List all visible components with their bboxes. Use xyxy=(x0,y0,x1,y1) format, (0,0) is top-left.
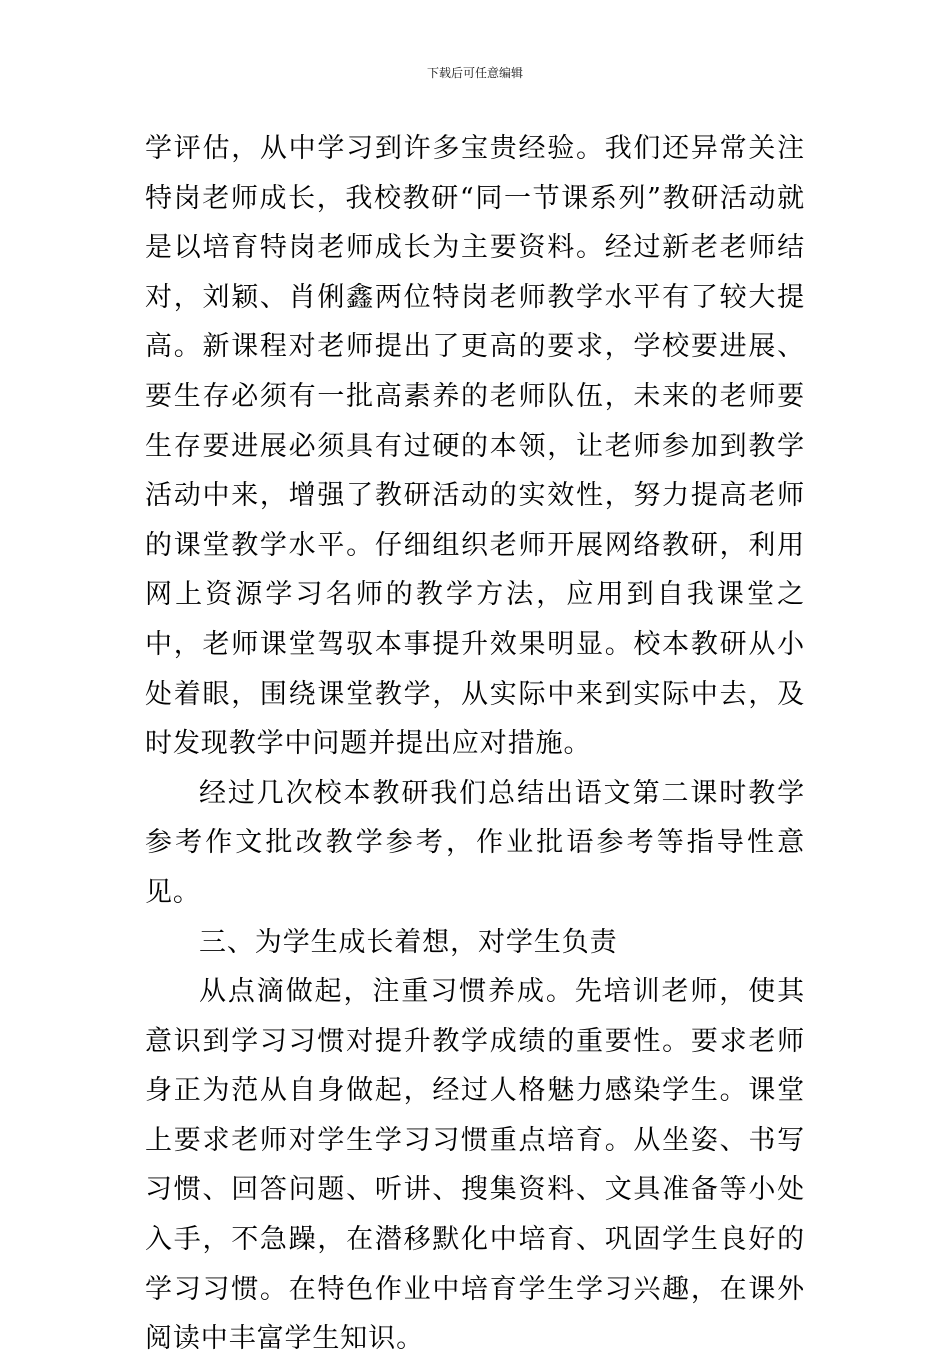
section-heading: 三、为学生成长着想，对学生负责 xyxy=(199,926,618,958)
paragraph-continued: 学评估，从中学习到许多宝贵经验。我们还异常关注特岗老师成长，我校教研“同一节课系列”教研活动就是以培育特岗老师成长为主要资料。经过新老老师结对，刘颖、肖俐鑫两位特岗老师教学水平有了较大提高。新课程对老师提出了更高的要求，学校要进展、要生存必须有一批高素养的老师队伍，未来的老师要生存要进展必须具有过硬的本领，让老师参加到教学活动中来，增强了教研活动的实效性，努力提高老师的课堂教学水平。仔细组织老师开展网络教研，利用网上资源学习名师的教学方法，应用到自我课堂之中，老师课堂驾驭本事提升效果明显。校本教研从小处着眼，围绕课堂教学，从实际中来到实际中去，及时发现教学中问题并提出应对措施。 xyxy=(145,133,805,760)
paragraph-habits: 从点滴做起，注重习惯养成。先培训老师，使其意识到学习习惯对提升教学成绩的重要性。要求老师身正为范从自身做起，经过人格魅力感染学生。课堂上要求老师对学生学习习惯重点培育。从坐姿、书写习惯、回答问题、听讲、搜集资料、文具准备等小处入手，不急躁，在潜移默化中培育、巩固学生良好的学习习惯。在特色作业中培育学生学习兴趣，在课外阅读中丰富学生知识。 xyxy=(145,976,805,1355)
paragraph-summary: 经过几次校本教研我们总结出语文第二课时教学参考作文批改教学参考，作业批语参考等指导性意见。 xyxy=(145,777,805,908)
document-body xyxy=(145,124,805,1364)
page-header: 下载后可任意编辑 xyxy=(426,66,523,80)
